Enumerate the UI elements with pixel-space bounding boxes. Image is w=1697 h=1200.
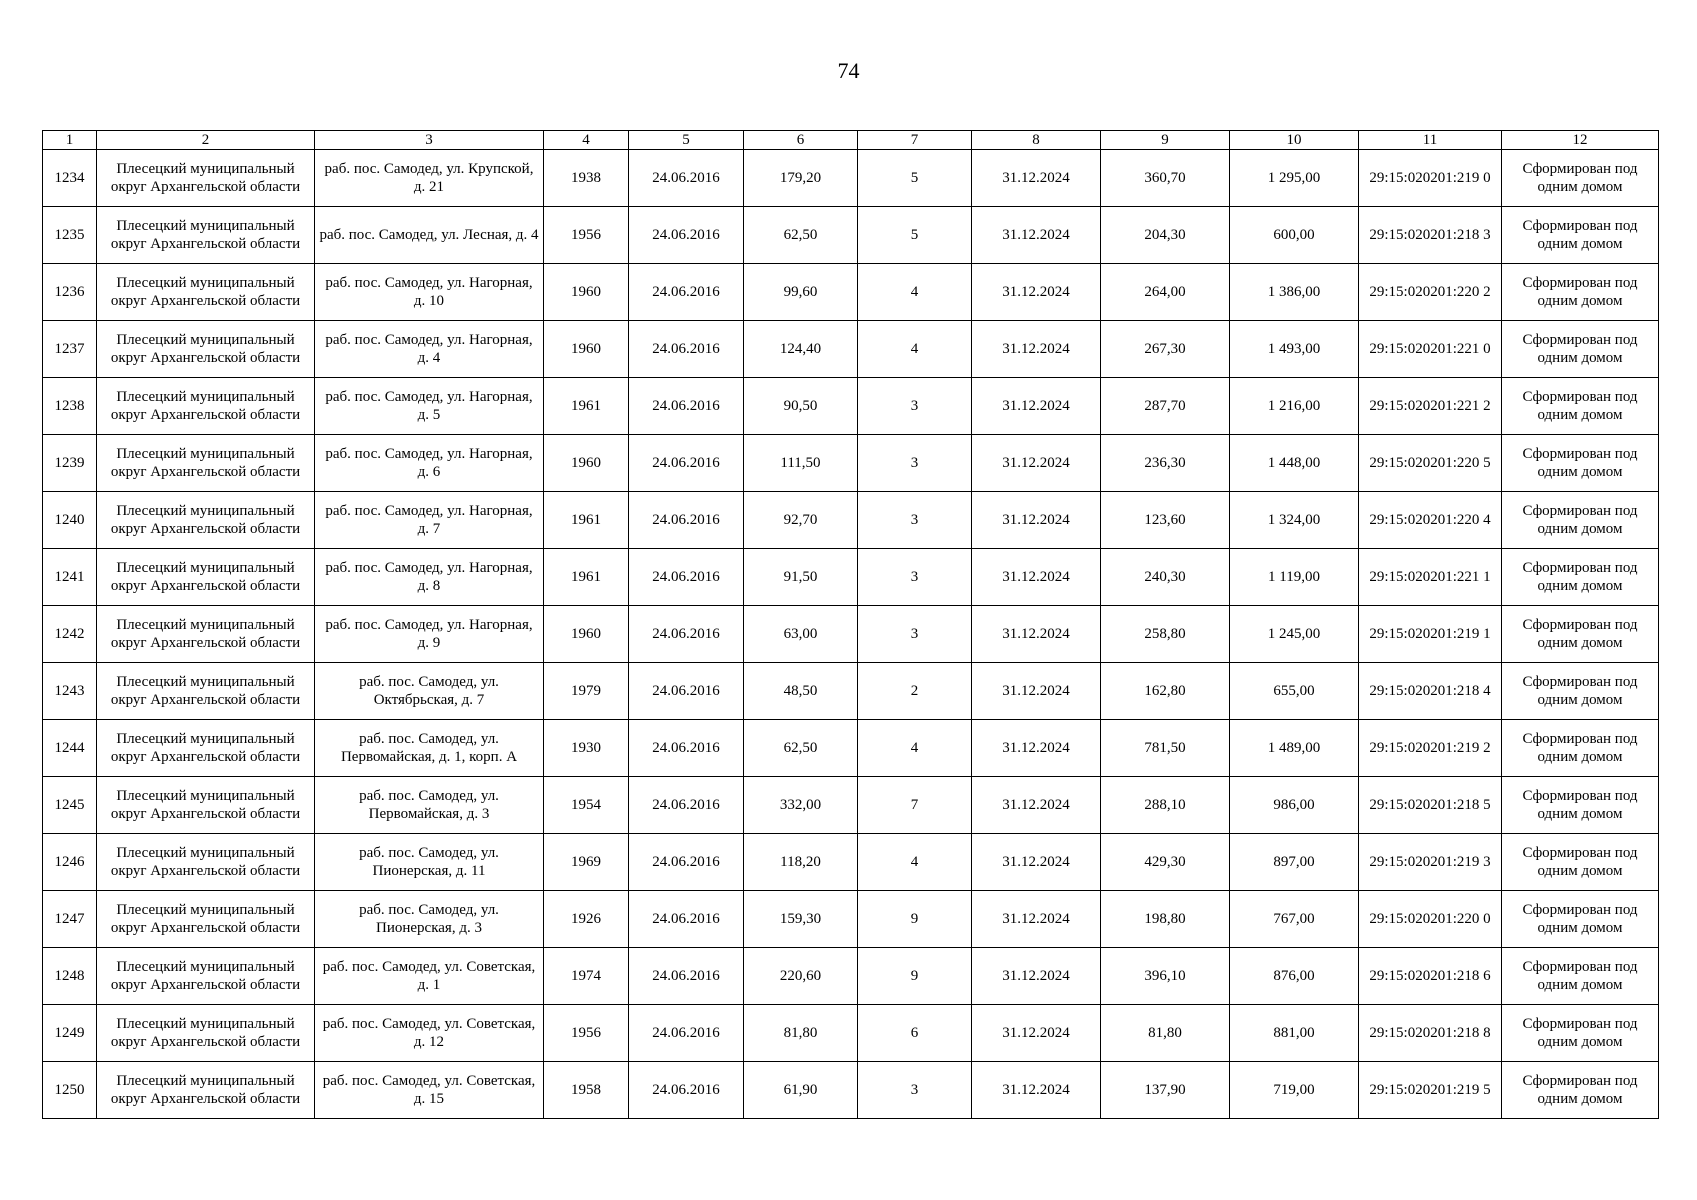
cell-address: раб. пос. Самодед, ул. Лесная, д. 4 [315,207,544,264]
cell-count: 7 [858,777,972,834]
cell-status: Сформирован под одним домом [1502,663,1659,720]
cell-cadastral-number: 29:15:020201:221 2 [1359,378,1502,435]
cell-owner: Плесецкий муниципальный округ Архангельской области [97,264,315,321]
cell-area: 62,50 [744,720,858,777]
cell-deadline: 31.12.2024 [972,720,1101,777]
cell-deadline: 31.12.2024 [972,948,1101,1005]
cell-cadastral-number: 29:15:020201:221 0 [1359,321,1502,378]
cell-land-area: 1 386,00 [1230,264,1359,321]
table-row [43,720,1659,777]
cell-area-2: 360,70 [1101,150,1230,207]
column-header: 6 [744,131,858,150]
cell-date: 24.06.2016 [629,264,744,321]
cell-cadastral-number: 29:15:020201:220 0 [1359,891,1502,948]
cell-date: 24.06.2016 [629,777,744,834]
cell-land-area: 1 324,00 [1230,492,1359,549]
cell-owner: Плесецкий муниципальный округ Архангельской области [97,150,315,207]
cell-cadastral-number: 29:15:020201:218 3 [1359,207,1502,264]
cell-address: раб. пос. Самодед, ул. Первомайская, д. 3 [315,777,544,834]
cell-year: 1960 [544,321,629,378]
table-row [43,378,1659,435]
cell-year: 1960 [544,264,629,321]
cell-status: Сформирован под одним домом [1502,1062,1659,1119]
cell-date: 24.06.2016 [629,435,744,492]
table-row [43,1005,1659,1062]
cell-year: 1938 [544,150,629,207]
cell-year: 1960 [544,606,629,663]
column-header: 4 [544,131,629,150]
cell-status: Сформирован под одним домом [1502,891,1659,948]
cell-area-2: 162,80 [1101,663,1230,720]
cell-land-area: 1 493,00 [1230,321,1359,378]
cell-status: Сформирован под одним домом [1502,834,1659,891]
cell-count: 3 [858,435,972,492]
cell-cadastral-number: 29:15:020201:218 6 [1359,948,1502,1005]
column-header: 12 [1502,131,1659,150]
cell-status: Сформирован под одним домом [1502,321,1659,378]
cell-land-area: 1 119,00 [1230,549,1359,606]
cell-address: раб. пос. Самодед, ул. Нагорная, д. 4 [315,321,544,378]
cell-year: 1960 [544,435,629,492]
cell-owner: Плесецкий муниципальный округ Архангельской области [97,549,315,606]
cell-date: 24.06.2016 [629,948,744,1005]
cell-status: Сформирован под одним домом [1502,264,1659,321]
cell-address: раб. пос. Самодед, ул. Нагорная, д. 9 [315,606,544,663]
cell-date: 24.06.2016 [629,378,744,435]
cell-area: 332,00 [744,777,858,834]
column-header: 5 [629,131,744,150]
cell-cadastral-number: 29:15:020201:221 1 [1359,549,1502,606]
cell-area-2: 287,70 [1101,378,1230,435]
cell-count: 5 [858,150,972,207]
table-row [43,891,1659,948]
cell-cadastral-number: 29:15:020201:219 5 [1359,1062,1502,1119]
cell-cadastral-number: 29:15:020201:220 5 [1359,435,1502,492]
cell-count: 6 [858,1005,972,1062]
table-row [43,321,1659,378]
cell-land-area: 1 216,00 [1230,378,1359,435]
cell-date: 24.06.2016 [629,321,744,378]
cell-area: 159,30 [744,891,858,948]
table-row [43,1062,1659,1119]
cell-owner: Плесецкий муниципальный округ Архангельской области [97,891,315,948]
cell-date: 24.06.2016 [629,492,744,549]
cell-deadline: 31.12.2024 [972,321,1101,378]
cell-deadline: 31.12.2024 [972,207,1101,264]
cell-number: 1238 [43,378,97,435]
cell-land-area: 719,00 [1230,1062,1359,1119]
cell-count: 4 [858,264,972,321]
cell-area: 92,70 [744,492,858,549]
cell-date: 24.06.2016 [629,891,744,948]
cell-deadline: 31.12.2024 [972,435,1101,492]
cell-area-2: 267,30 [1101,321,1230,378]
column-header: 1 [43,131,97,150]
cell-date: 24.06.2016 [629,207,744,264]
cell-area: 90,50 [744,378,858,435]
cell-deadline: 31.12.2024 [972,378,1101,435]
cell-deadline: 31.12.2024 [972,549,1101,606]
cell-number: 1250 [43,1062,97,1119]
cell-address: раб. пос. Самодед, ул. Советская, д. 12 [315,1005,544,1062]
cell-year: 1958 [544,1062,629,1119]
cell-date: 24.06.2016 [629,720,744,777]
cell-land-area: 881,00 [1230,1005,1359,1062]
cell-number: 1245 [43,777,97,834]
column-header: 7 [858,131,972,150]
cell-deadline: 31.12.2024 [972,1005,1101,1062]
cell-year: 1979 [544,663,629,720]
cell-year: 1926 [544,891,629,948]
cell-number: 1239 [43,435,97,492]
cell-address: раб. пос. Самодед, ул. Нагорная, д. 7 [315,492,544,549]
cell-cadastral-number: 29:15:020201:220 4 [1359,492,1502,549]
cell-land-area: 986,00 [1230,777,1359,834]
cell-year: 1930 [544,720,629,777]
table-row [43,150,1659,207]
cell-status: Сформирован под одним домом [1502,948,1659,1005]
cell-land-area: 655,00 [1230,663,1359,720]
cell-address: раб. пос. Самодед, ул. Первомайская, д. 1, корп. А [315,720,544,777]
cell-cadastral-number: 29:15:020201:218 8 [1359,1005,1502,1062]
cell-cadastral-number: 29:15:020201:219 2 [1359,720,1502,777]
cell-number: 1235 [43,207,97,264]
cell-status: Сформирован под одним домом [1502,207,1659,264]
cell-area: 220,60 [744,948,858,1005]
cell-address: раб. пос. Самодед, ул. Нагорная, д. 10 [315,264,544,321]
cell-cadastral-number: 29:15:020201:220 2 [1359,264,1502,321]
cell-area-2: 240,30 [1101,549,1230,606]
cell-land-area: 1 245,00 [1230,606,1359,663]
cell-number: 1234 [43,150,97,207]
column-header: 10 [1230,131,1359,150]
cell-year: 1974 [544,948,629,1005]
cell-owner: Плесецкий муниципальный округ Архангельской области [97,606,315,663]
table-row [43,492,1659,549]
table-row [43,663,1659,720]
cell-year: 1961 [544,378,629,435]
cell-count: 3 [858,549,972,606]
column-header: 2 [97,131,315,150]
cell-number: 1241 [43,549,97,606]
cell-status: Сформирован под одним домом [1502,720,1659,777]
cell-count: 4 [858,720,972,777]
cell-deadline: 31.12.2024 [972,663,1101,720]
cell-area-2: 781,50 [1101,720,1230,777]
cell-area: 91,50 [744,549,858,606]
cell-address: раб. пос. Самодед, ул. Советская, д. 15 [315,1062,544,1119]
cell-owner: Плесецкий муниципальный округ Архангельской области [97,1005,315,1062]
cell-number: 1237 [43,321,97,378]
cell-year: 1961 [544,549,629,606]
cell-year: 1954 [544,777,629,834]
cell-area: 61,90 [744,1062,858,1119]
cell-number: 1243 [43,663,97,720]
table-row [43,834,1659,891]
cell-deadline: 31.12.2024 [972,150,1101,207]
column-header: 8 [972,131,1101,150]
cell-cadastral-number: 29:15:020201:218 5 [1359,777,1502,834]
cell-address: раб. пос. Самодед, ул. Нагорная, д. 5 [315,378,544,435]
column-header: 9 [1101,131,1230,150]
table-row [43,264,1659,321]
cell-status: Сформирован под одним домом [1502,1005,1659,1062]
cell-date: 24.06.2016 [629,1005,744,1062]
cell-date: 24.06.2016 [629,150,744,207]
cell-number: 1246 [43,834,97,891]
cell-area: 81,80 [744,1005,858,1062]
cell-owner: Плесецкий муниципальный округ Архангельской области [97,834,315,891]
cell-land-area: 876,00 [1230,948,1359,1005]
cell-year: 1956 [544,207,629,264]
cell-area: 124,40 [744,321,858,378]
cell-area: 111,50 [744,435,858,492]
cell-date: 24.06.2016 [629,606,744,663]
cell-area-2: 204,30 [1101,207,1230,264]
table-row [43,606,1659,663]
table-row [43,207,1659,264]
cell-status: Сформирован под одним домом [1502,777,1659,834]
cell-status: Сформирован под одним домом [1502,492,1659,549]
cell-owner: Плесецкий муниципальный округ Архангельской области [97,720,315,777]
cell-owner: Плесецкий муниципальный округ Архангельской области [97,1062,315,1119]
cell-deadline: 31.12.2024 [972,1062,1101,1119]
cell-deadline: 31.12.2024 [972,891,1101,948]
cell-count: 9 [858,891,972,948]
table-row [43,948,1659,1005]
cell-number: 1242 [43,606,97,663]
cell-deadline: 31.12.2024 [972,834,1101,891]
cell-area: 62,50 [744,207,858,264]
cell-count: 4 [858,321,972,378]
cell-land-area: 767,00 [1230,891,1359,948]
cell-address: раб. пос. Самодед, ул. Октябрьская, д. 7 [315,663,544,720]
cell-cadastral-number: 29:15:020201:219 0 [1359,150,1502,207]
cell-area-2: 288,10 [1101,777,1230,834]
table-header-row [43,131,1659,150]
cell-owner: Плесецкий муниципальный округ Архангельской области [97,378,315,435]
cell-owner: Плесецкий муниципальный округ Архангельской области [97,207,315,264]
cell-number: 1240 [43,492,97,549]
cell-owner: Плесецкий муниципальный округ Архангельской области [97,492,315,549]
cell-number: 1244 [43,720,97,777]
cell-date: 24.06.2016 [629,1062,744,1119]
cell-area-2: 396,10 [1101,948,1230,1005]
cell-land-area: 600,00 [1230,207,1359,264]
table-row [43,435,1659,492]
cell-address: раб. пос. Самодед, ул. Советская, д. 1 [315,948,544,1005]
cell-count: 2 [858,663,972,720]
cell-deadline: 31.12.2024 [972,606,1101,663]
cell-address: раб. пос. Самодед, ул. Пионерская, д. 3 [315,891,544,948]
cell-count: 3 [858,606,972,663]
column-header: 3 [315,131,544,150]
cell-address: раб. пос. Самодед, ул. Нагорная, д. 8 [315,549,544,606]
cell-date: 24.06.2016 [629,663,744,720]
cell-number: 1249 [43,1005,97,1062]
cell-area-2: 123,60 [1101,492,1230,549]
cell-area-2: 81,80 [1101,1005,1230,1062]
cell-deadline: 31.12.2024 [972,492,1101,549]
cell-land-area: 897,00 [1230,834,1359,891]
cell-area: 179,20 [744,150,858,207]
cell-owner: Плесецкий муниципальный округ Архангельской области [97,321,315,378]
cell-address: раб. пос. Самодед, ул. Нагорная, д. 6 [315,435,544,492]
cell-address: раб. пос. Самодед, ул. Крупской, д. 21 [315,150,544,207]
cell-count: 3 [858,378,972,435]
cell-status: Сформирован под одним домом [1502,606,1659,663]
cell-status: Сформирован под одним домом [1502,378,1659,435]
cell-owner: Плесецкий муниципальный округ Архангельской области [97,663,315,720]
cell-count: 9 [858,948,972,1005]
cell-area-2: 236,30 [1101,435,1230,492]
cell-area: 118,20 [744,834,858,891]
cell-count: 3 [858,492,972,549]
table-row [43,549,1659,606]
cell-number: 1247 [43,891,97,948]
cell-count: 4 [858,834,972,891]
cell-owner: Плесецкий муниципальный округ Архангельской области [97,948,315,1005]
cell-year: 1961 [544,492,629,549]
cell-year: 1956 [544,1005,629,1062]
cell-status: Сформирован под одним домом [1502,549,1659,606]
cell-area: 48,50 [744,663,858,720]
cell-status: Сформирован под одним домом [1502,150,1659,207]
cell-land-area: 1 448,00 [1230,435,1359,492]
cell-area-2: 137,90 [1101,1062,1230,1119]
cell-count: 3 [858,1062,972,1119]
cell-cadastral-number: 29:15:020201:219 3 [1359,834,1502,891]
cell-cadastral-number: 29:15:020201:219 1 [1359,606,1502,663]
cell-owner: Плесецкий муниципальный округ Архангельской области [97,777,315,834]
cell-land-area: 1 489,00 [1230,720,1359,777]
cell-address: раб. пос. Самодед, ул. Пионерская, д. 11 [315,834,544,891]
cell-area: 63,00 [744,606,858,663]
cell-area-2: 264,00 [1101,264,1230,321]
cell-deadline: 31.12.2024 [972,264,1101,321]
cell-cadastral-number: 29:15:020201:218 4 [1359,663,1502,720]
page-number: 74 [837,58,860,83]
cell-area-2: 429,30 [1101,834,1230,891]
cell-number: 1248 [43,948,97,1005]
column-header: 11 [1359,131,1502,150]
cell-count: 5 [858,207,972,264]
cell-area: 99,60 [744,264,858,321]
cell-area-2: 258,80 [1101,606,1230,663]
cell-number: 1236 [43,264,97,321]
registry-table [42,130,1659,1119]
cell-land-area: 1 295,00 [1230,150,1359,207]
cell-area-2: 198,80 [1101,891,1230,948]
cell-date: 24.06.2016 [629,549,744,606]
table-row [43,777,1659,834]
cell-status: Сформирован под одним домом [1502,435,1659,492]
cell-date: 24.06.2016 [629,834,744,891]
cell-year: 1969 [544,834,629,891]
cell-deadline: 31.12.2024 [972,777,1101,834]
cell-owner: Плесецкий муниципальный округ Архангельской области [97,435,315,492]
table-body [43,150,1659,1119]
